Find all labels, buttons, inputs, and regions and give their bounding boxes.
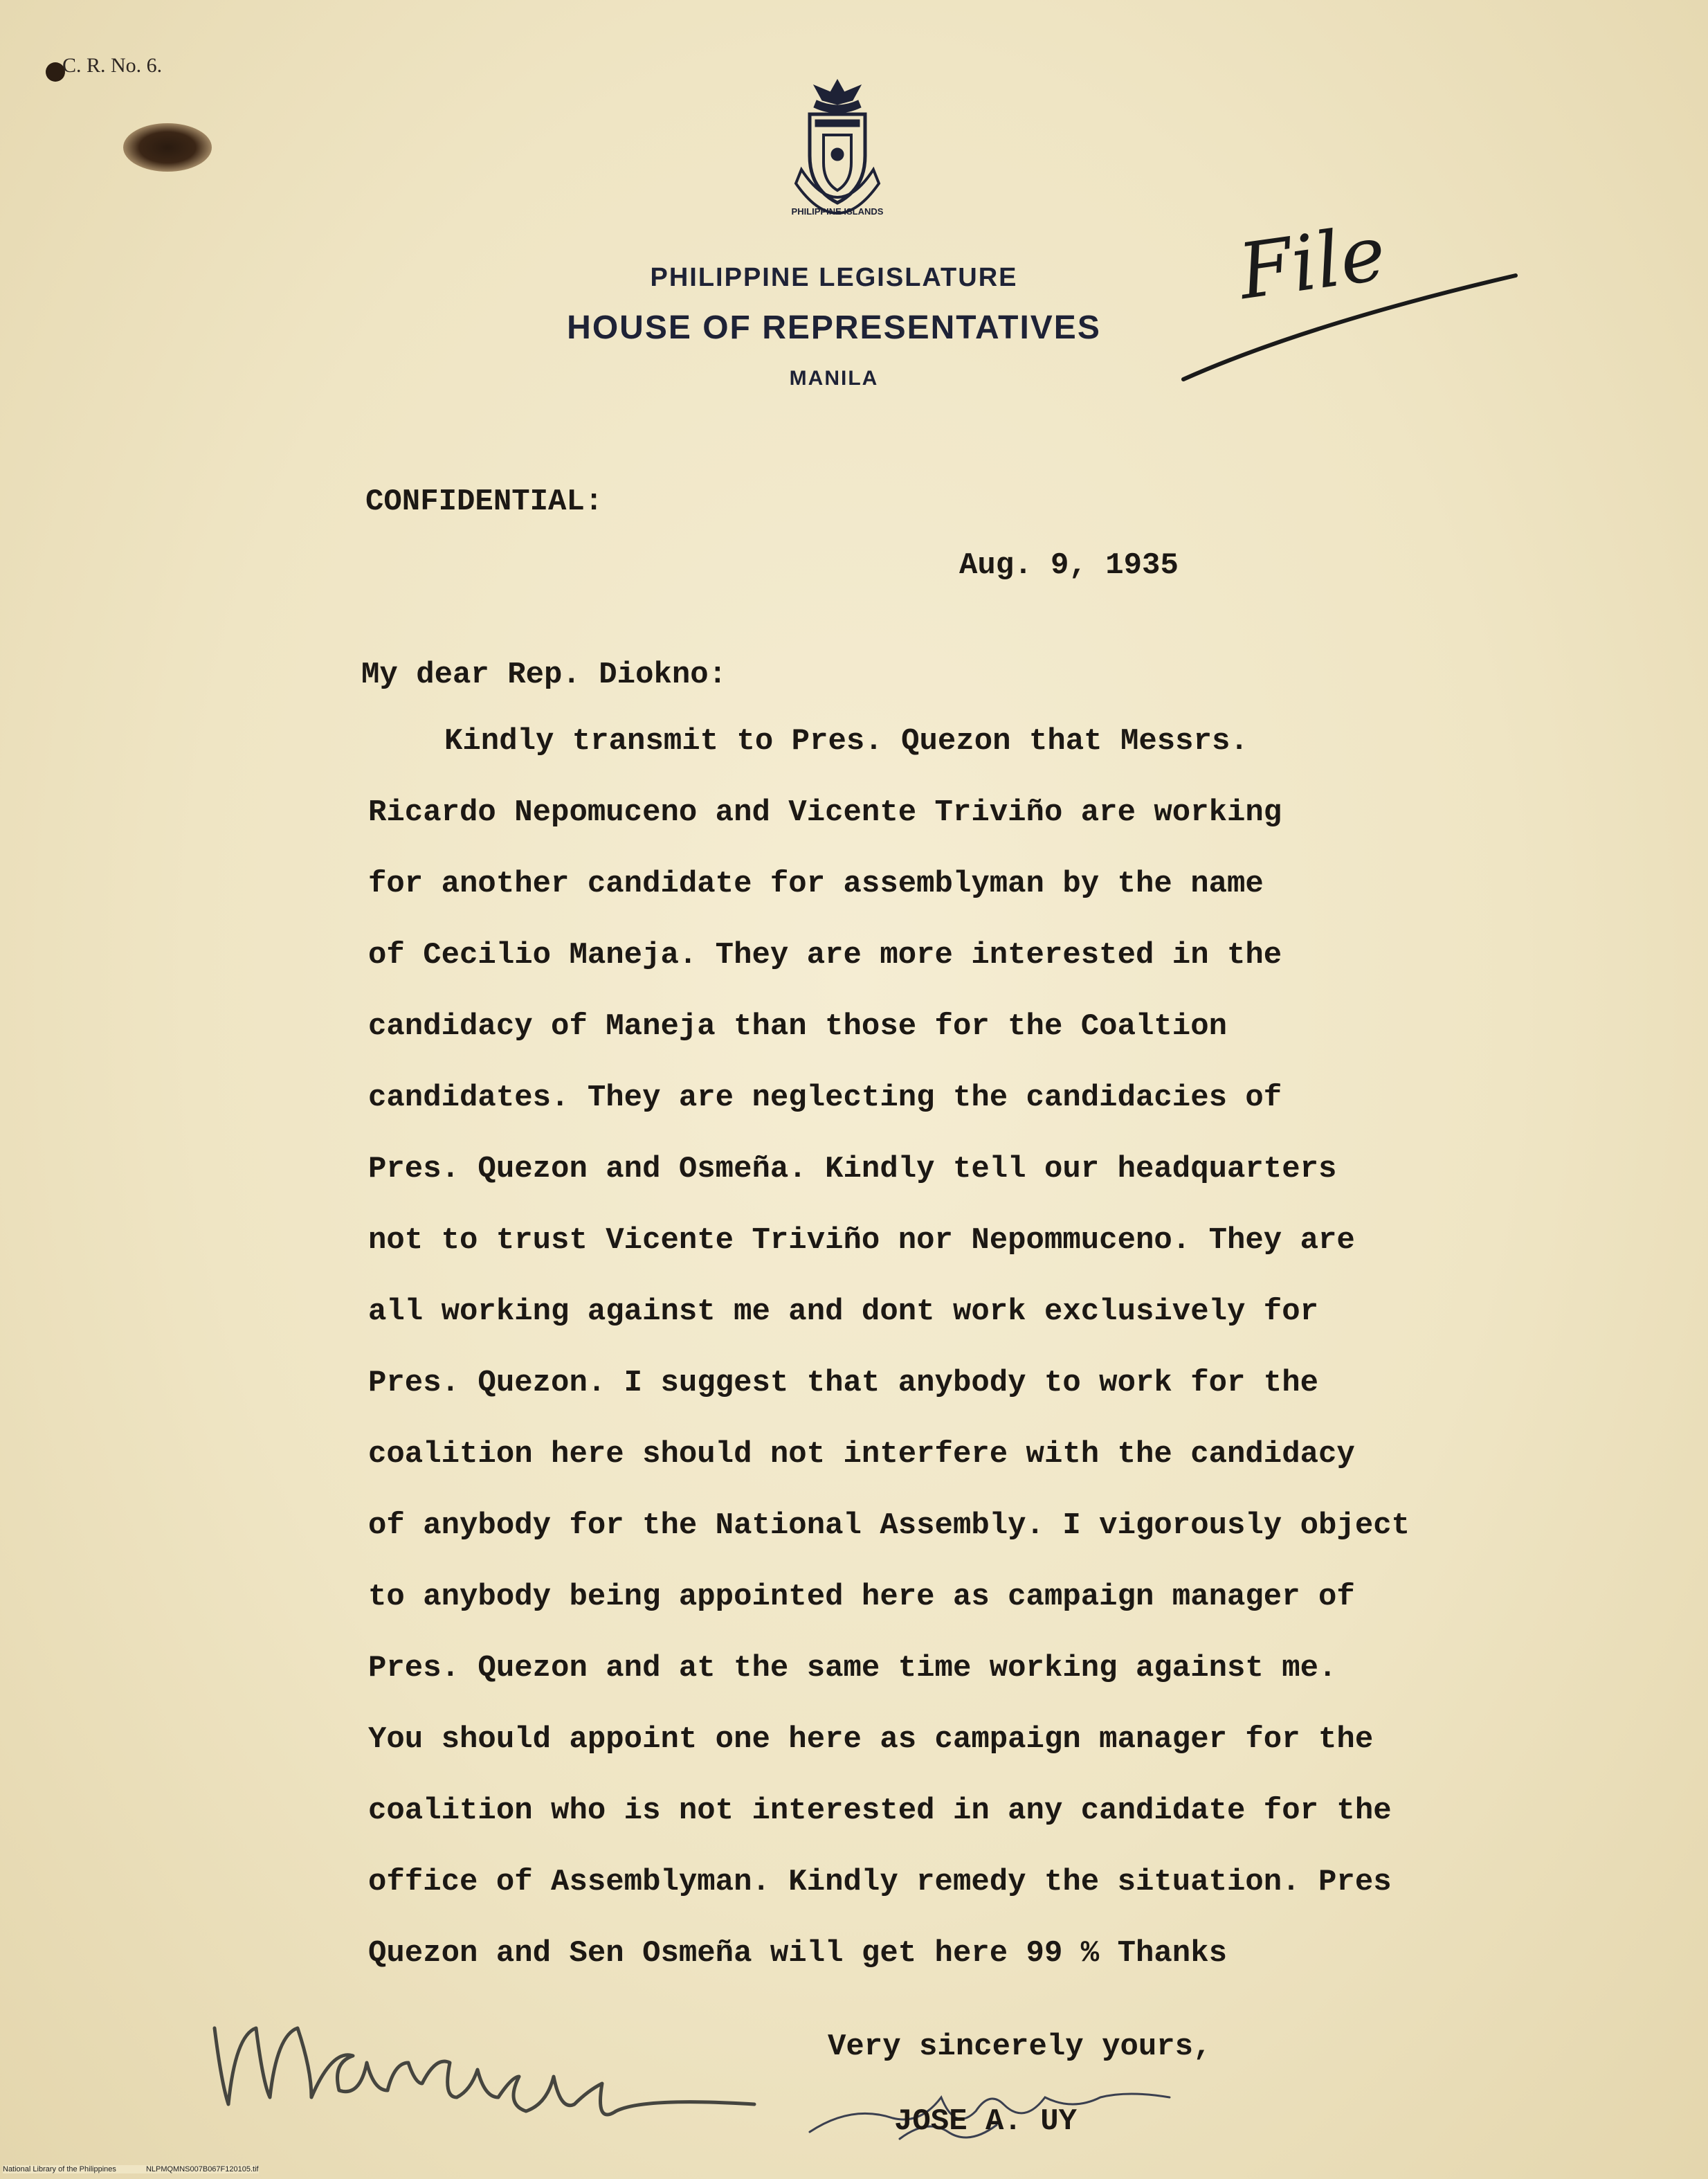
body-line: candidates. They are neglecting the candidacies of: [368, 1081, 1282, 1115]
body-line: coalition here should not interfere with the candidacy: [368, 1437, 1355, 1472]
body-line: Pres. Quezon. I suggest that anybody to work for the: [368, 1366, 1319, 1400]
body-line: Quezon and Sen Osmeña will get here 99 % Thanks: [368, 1936, 1228, 1971]
body-line: Pres. Quezon and at the same time working against me.: [368, 1651, 1337, 1685]
footer-caption: [3, 2165, 259, 2173]
body-line: Kindly transmit to Pres. Quezon that Messrs.: [444, 724, 1248, 759]
ink-stain: [123, 123, 212, 172]
salutation: My dear Rep. Diokno:: [361, 658, 727, 692]
letterhead-house: HOUSE OF REPRESENTATIVES: [567, 309, 1101, 346]
body-line: to anybody being appointed here as campaign manager of: [368, 1580, 1355, 1614]
letterhead-city: MANILA: [789, 367, 879, 390]
file-annotation: File: [1233, 208, 1391, 317]
body-line: Pres. Quezon and Osmeña. Kindly tell our headquarters: [368, 1152, 1337, 1186]
body-line: candidacy of Maneja than those for the Coaltion: [368, 1009, 1228, 1044]
letter-body: [368, 724, 1410, 2007]
body-line: for another candidate for assemblyman by the name: [368, 867, 1264, 901]
letterhead-legislature: PHILIPPINE LEGISLATURE: [650, 263, 1018, 292]
corner-mark: C. R. No. 6.: [62, 54, 163, 77]
body-line: Ricardo Nepomuceno and Vicente Triviño are working: [368, 795, 1282, 830]
footer-filename: NLPMQMNS007B067F120105.tif: [145, 2165, 259, 2173]
body-line: office of Assemblyman. Kindly remedy the situation. Pres: [368, 1865, 1392, 1899]
eagle-shield-seal-icon: [775, 73, 900, 232]
body-line: of Cecilio Maneja. They are more interested in the: [368, 938, 1282, 973]
signer-name: JOSE A. UY: [894, 2104, 1078, 2139]
letter-date: Aug. 9, 1935: [959, 548, 1179, 583]
confidential-label: CONFIDENTIAL:: [365, 485, 603, 519]
body-line: of anybody for the National Assembly. I vigorously object: [368, 1508, 1410, 1543]
body-line: not to trust Vicente Triviño nor Nepommuceno. They are: [368, 1223, 1355, 1258]
handwritten-note-marinduque: [201, 1987, 789, 2125]
body-line: You should appoint one here as campaign manager for the: [368, 1722, 1374, 1757]
footer-source: National Library of the Philippines: [3, 2165, 116, 2173]
body-line: all working against me and dont work exclusively for: [368, 1294, 1319, 1329]
seal-label: PHILIPPINE ISLANDS: [791, 206, 884, 217]
closing: Very sincerely yours,: [828, 2029, 1212, 2064]
body-line: coalition who is not interested in any candidate for the: [368, 1793, 1392, 1828]
